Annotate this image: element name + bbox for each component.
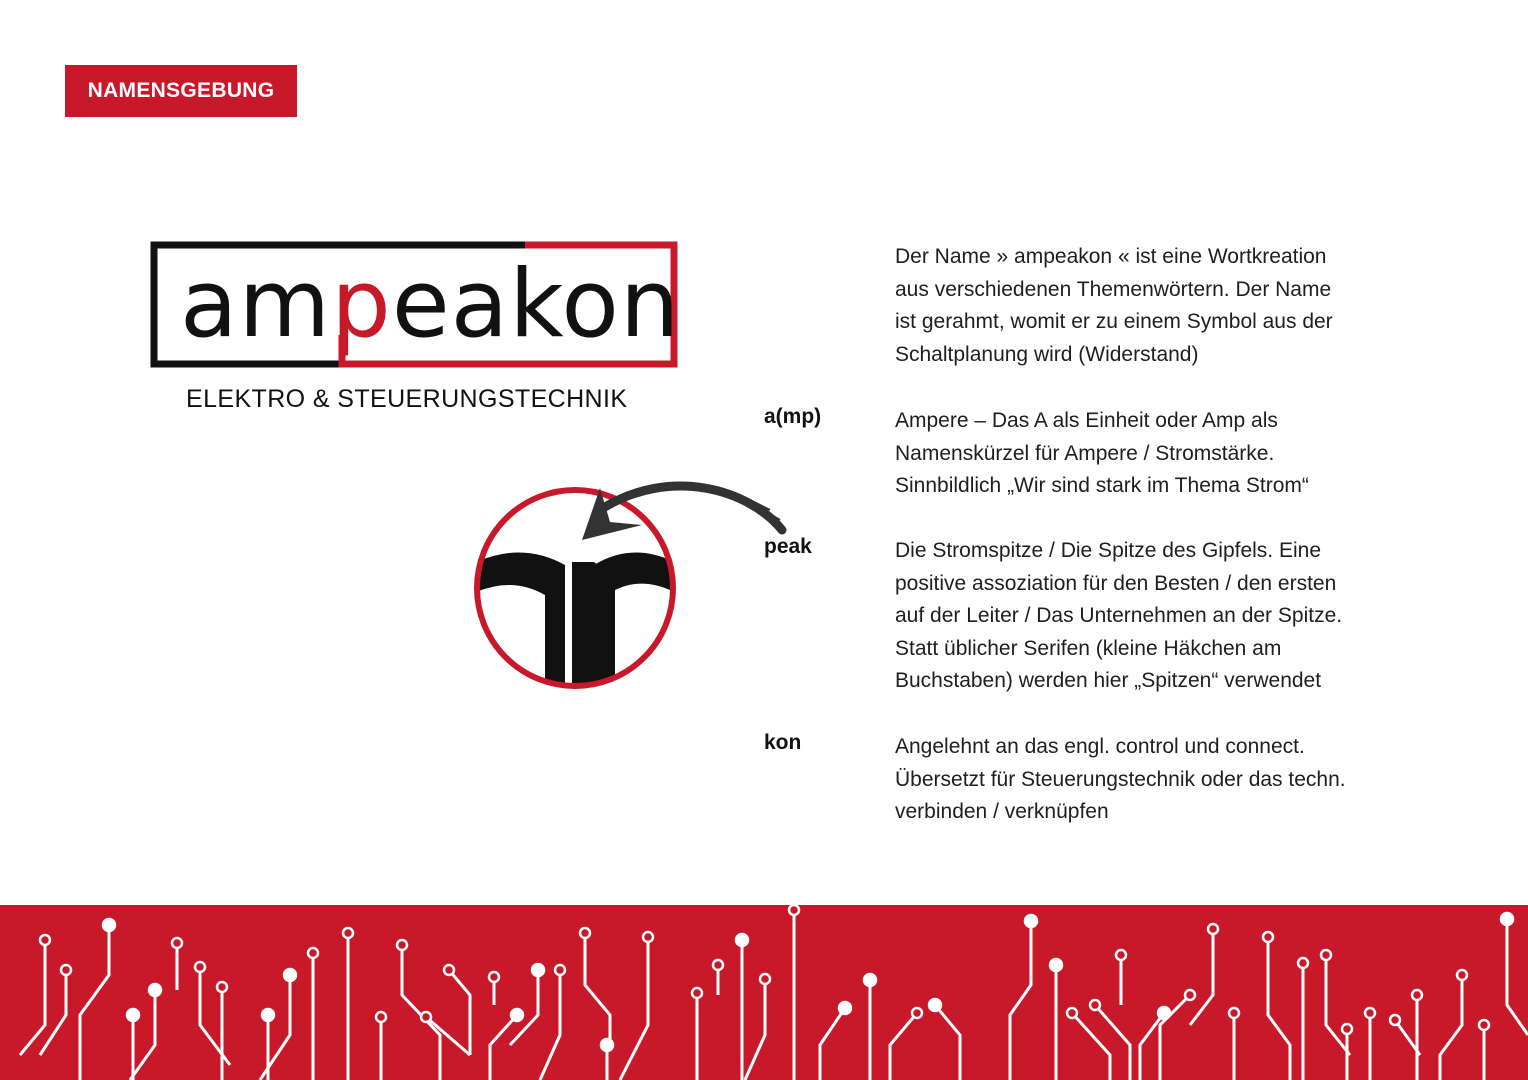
term-kon: kon bbox=[764, 731, 802, 754]
circuit-node bbox=[376, 1012, 386, 1022]
circuit-node bbox=[284, 969, 296, 981]
circuit-node bbox=[1185, 990, 1195, 1000]
circuit-trace bbox=[426, 1017, 470, 1055]
circuit-node bbox=[713, 960, 723, 970]
circuit-trace bbox=[540, 970, 560, 1080]
circuit-node bbox=[1263, 932, 1273, 942]
circuit-node bbox=[1479, 1020, 1489, 1030]
circuit-node bbox=[61, 965, 71, 975]
circuit-node bbox=[397, 940, 407, 950]
circuit-node bbox=[172, 938, 182, 948]
circuit-node bbox=[1321, 950, 1331, 960]
circuit-node bbox=[308, 948, 318, 958]
section-badge: NAMENSGEBUNG bbox=[65, 65, 297, 117]
circuit-node bbox=[532, 964, 544, 976]
circuit-node bbox=[1412, 990, 1422, 1000]
description-line: positive assoziation für den Besten / den ersten bbox=[895, 571, 1337, 595]
circuit-trace bbox=[260, 975, 290, 1080]
circuit-trace bbox=[890, 1013, 917, 1080]
circuit-node bbox=[692, 988, 702, 998]
circuit-node bbox=[127, 1009, 139, 1021]
circuit-node bbox=[839, 1002, 851, 1014]
circuit-trace bbox=[1190, 929, 1213, 1025]
circuit-trace bbox=[745, 979, 765, 1080]
circuit-node bbox=[262, 1009, 274, 1021]
circuit-trace bbox=[20, 940, 45, 1055]
circuit-node bbox=[195, 962, 205, 972]
circuit-node bbox=[1116, 950, 1126, 960]
description-line: Sinnbildlich „Wir sind stark im Thema Strom“ bbox=[895, 474, 1309, 498]
circuit-trace bbox=[1440, 975, 1462, 1080]
circuit-trace bbox=[820, 1008, 845, 1080]
circuit-node bbox=[912, 1008, 922, 1018]
description-line: Übersetzt für Steuerungstechnik oder das techn. bbox=[895, 767, 1346, 791]
logo-word-prefix: am bbox=[180, 250, 332, 359]
description-line: Die Stromspitze / Die Spitze des Gipfels. Eine bbox=[895, 539, 1322, 562]
circuit-pattern bbox=[0, 905, 1528, 1080]
circuit-node bbox=[760, 974, 770, 984]
circuit-node bbox=[103, 919, 115, 931]
circuit-trace bbox=[1507, 919, 1528, 1035]
term-peak-description bbox=[895, 535, 1435, 698]
circuit-trace bbox=[402, 945, 440, 1080]
intro-line: Schaltplanung wird (Widerstand) bbox=[895, 342, 1199, 366]
circuit-trace bbox=[1072, 1013, 1110, 1080]
circuit-node bbox=[601, 1039, 613, 1051]
circuit-node bbox=[929, 999, 941, 1011]
term-amp: a(mp) bbox=[764, 405, 822, 428]
circuit-node bbox=[444, 965, 454, 975]
logo-subtitle: ELEKTRO & STEUERUNGSTECHNIK bbox=[186, 385, 628, 413]
logo-wordmark bbox=[180, 250, 681, 360]
logo-word-suffix: eakon bbox=[391, 250, 681, 359]
circuit-trace bbox=[1010, 921, 1031, 1080]
circuit-node bbox=[511, 1009, 523, 1021]
circuit-node bbox=[489, 972, 499, 982]
letter-detail-magnifier-icon bbox=[470, 470, 790, 695]
circuit-node bbox=[555, 965, 565, 975]
ampeakon-logo bbox=[150, 240, 680, 370]
circuit-node bbox=[864, 974, 876, 986]
description-line: Angelehnt an das engl. control und connect. bbox=[895, 735, 1305, 758]
circuit-trace bbox=[585, 933, 610, 1050]
circuit-node bbox=[1090, 1000, 1100, 1010]
circuit-node bbox=[1050, 959, 1062, 971]
circuit-node bbox=[736, 934, 748, 946]
description-line: Statt üblicher Serifen (kleine Häkchen am bbox=[895, 636, 1282, 660]
circuit-trace bbox=[490, 1015, 517, 1080]
circuit-node bbox=[421, 1012, 431, 1022]
circuit-node bbox=[1501, 913, 1513, 925]
term-kon-description bbox=[895, 731, 1435, 829]
circuit-trace bbox=[1268, 937, 1290, 1080]
circuit-node bbox=[1390, 1015, 1400, 1025]
circuit-node bbox=[343, 928, 353, 938]
circuit-node bbox=[40, 935, 50, 945]
description-line: Buchstaben) werden hier „Spitzen“ verwendet bbox=[895, 669, 1322, 693]
circuit-node bbox=[1229, 1008, 1239, 1018]
description-line: Namenskürzel für Ampere / Stromstärke. bbox=[895, 441, 1275, 465]
circuit-node bbox=[1457, 970, 1467, 980]
term-amp-description bbox=[895, 405, 1435, 503]
circuit-trace bbox=[200, 967, 230, 1065]
circuit-node bbox=[1342, 1024, 1352, 1034]
circuit-node bbox=[149, 984, 161, 996]
description-line: verbinden / verknüpfen bbox=[895, 800, 1109, 824]
intro-line: aus verschiedenen Themenwörtern. Der Name bbox=[895, 277, 1332, 301]
circuit-node bbox=[789, 905, 799, 915]
intro-line: ist gerahmt, womit er zu einem Symbol aus der bbox=[895, 310, 1333, 334]
term-peak: peak bbox=[764, 535, 812, 558]
circuit-node bbox=[1067, 1008, 1077, 1018]
circuit-trace bbox=[510, 970, 538, 1045]
circuit-node bbox=[1025, 915, 1037, 927]
circuit-node bbox=[1365, 1008, 1375, 1018]
intro-paragraph bbox=[895, 241, 1435, 371]
description-line: Ampere – Das A als Einheit oder Amp als bbox=[895, 409, 1278, 432]
description-line: auf der Leiter / Das Unternehmen an der Spitze. bbox=[895, 604, 1343, 628]
circuit-trace bbox=[449, 970, 470, 1055]
logo-word-accent: p bbox=[331, 250, 392, 359]
intro-line: Der Name » ampeakon « ist eine Wortkreation bbox=[895, 245, 1327, 268]
circuit-node bbox=[1298, 958, 1308, 968]
circuit-footer bbox=[0, 905, 1528, 1080]
circuit-trace bbox=[935, 1005, 960, 1080]
circuit-node bbox=[643, 932, 653, 942]
circuit-trace bbox=[620, 937, 648, 1080]
circuit-trace bbox=[80, 925, 109, 1080]
circuit-node bbox=[1208, 924, 1218, 934]
circuit-node bbox=[580, 928, 590, 938]
circuit-node bbox=[217, 982, 227, 992]
